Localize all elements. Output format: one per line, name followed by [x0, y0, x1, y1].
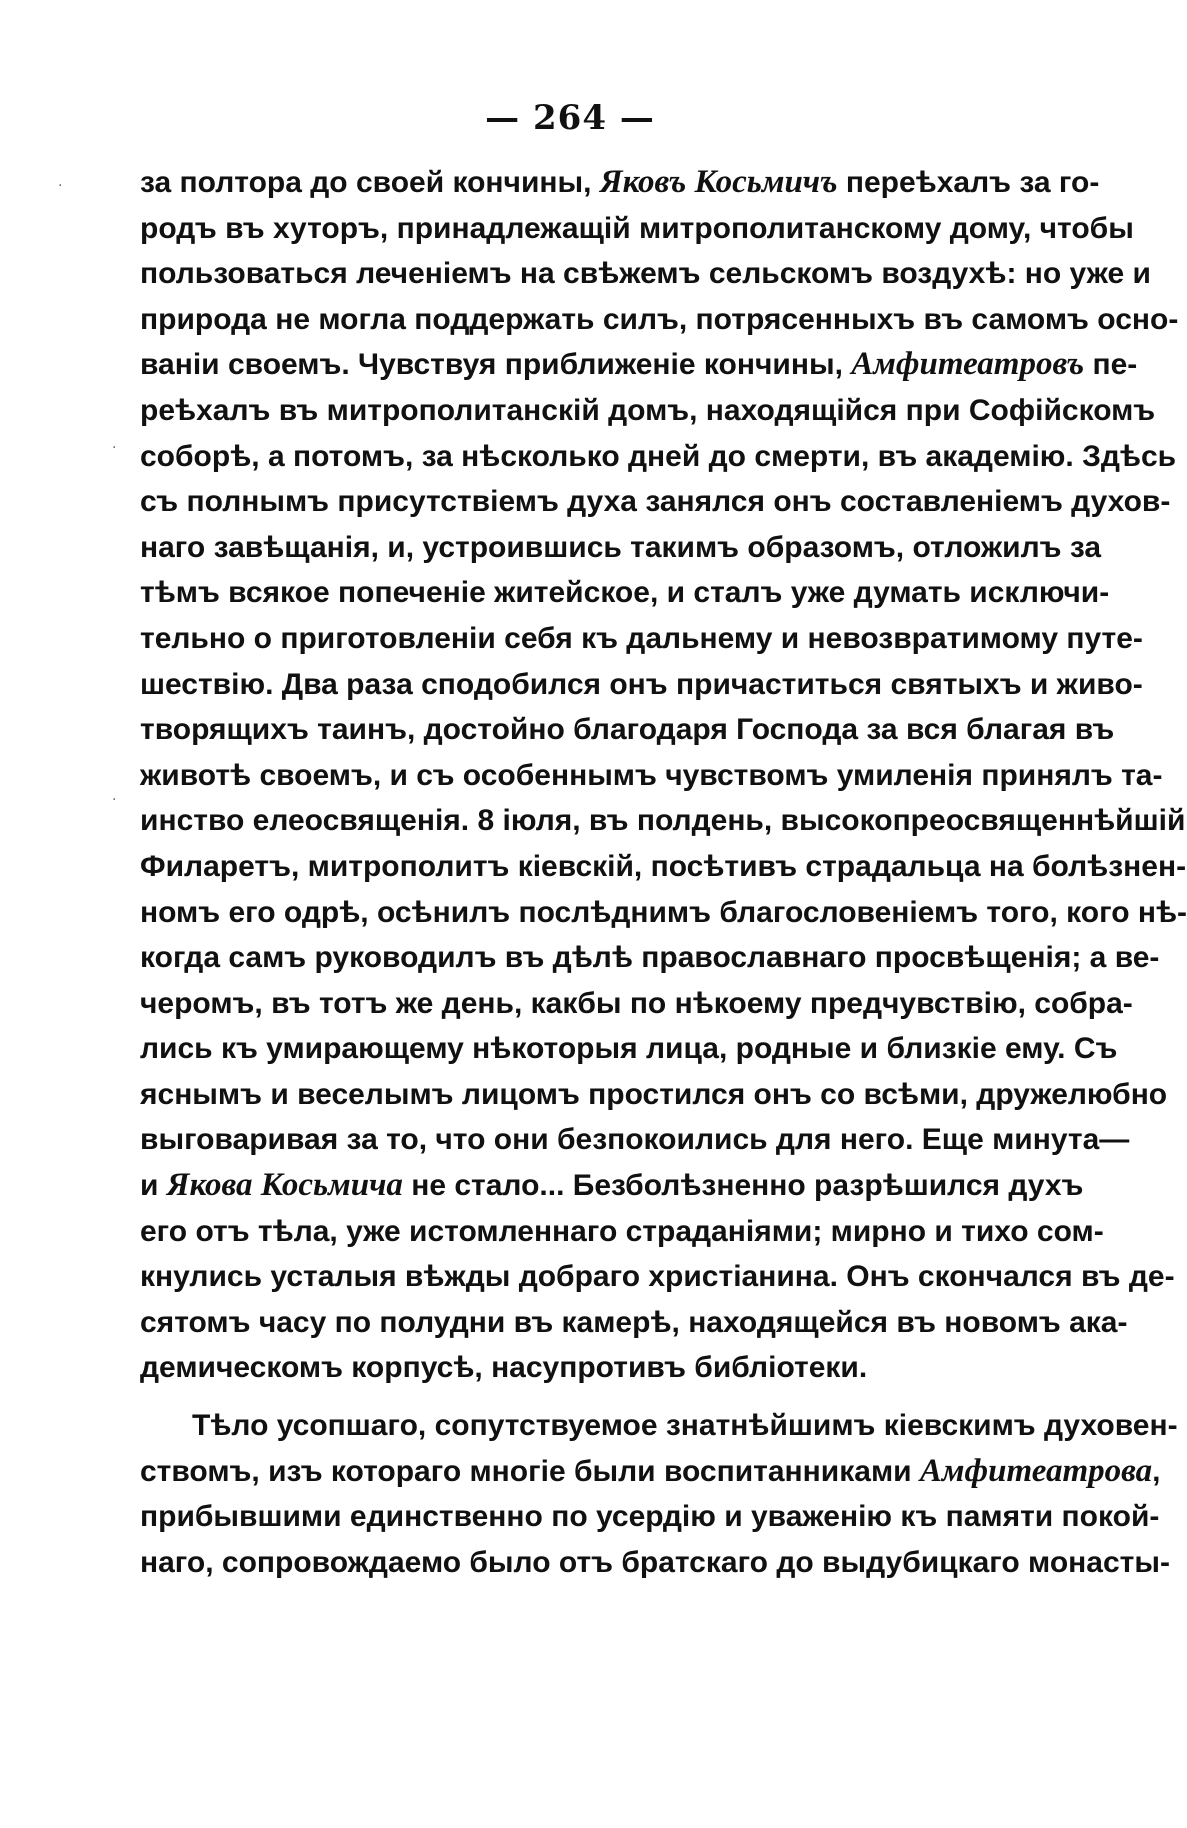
text-line — [140, 297, 1179, 343]
text-run: демическомъ корпусѣ, насупротивъ библіотеки. — [140, 1351, 868, 1385]
margin-speck-mark: · — [112, 792, 117, 808]
text-run: пе- — [1084, 348, 1138, 382]
text-run: Филаретъ, митрополитъ кіевскій, посѣтивъ страдальца на болѣзнен- — [140, 849, 1187, 883]
text-line — [140, 1403, 1178, 1449]
text-line — [140, 1449, 1161, 1495]
text-run: тѣмъ всякое попеченіе житейское, и сталъ уже думать исключи- — [140, 576, 1110, 610]
margin-speck-mark: · — [58, 178, 63, 194]
text-line — [140, 570, 1110, 616]
text-line — [140, 1209, 1104, 1255]
text-run: сятомъ часу по полудни въ камерѣ, находящейся въ новомъ ака- — [140, 1305, 1128, 1339]
text-run: выговаривая за то, что они безпокоились для него. Еще минута— — [140, 1123, 1130, 1157]
text-line — [140, 479, 1171, 525]
text-run: тельно о приготовленіи себя къ дальнему и невозвратимому путе- — [140, 621, 1143, 655]
text-run: Тѣло усопшаго, сопутствуемое знатнѣйшимъ кіевскимъ духовен- — [192, 1409, 1178, 1443]
text-run: прибывшими единственно по усердію и уваженію къ памяти покой- — [140, 1500, 1160, 1534]
text-run: не стало... Безболѣзненно разрѣшился духъ — [402, 1169, 1084, 1203]
text-line — [140, 662, 1143, 708]
paragraph-gap — [140, 1391, 1048, 1403]
text-line — [140, 1540, 1170, 1586]
text-line — [140, 890, 1187, 936]
text-run: и — [140, 1169, 167, 1203]
text-line — [140, 251, 1151, 297]
emphasized-name: Якова Косьмича — [166, 1167, 403, 1204]
text-line — [140, 1026, 1118, 1072]
text-line — [140, 1300, 1128, 1346]
text-line — [140, 707, 1115, 753]
text-line — [140, 206, 1134, 252]
emphasized-name: Амфитеатровъ — [851, 346, 1085, 383]
text-run: наго завѣщанія, и, устроившись такимъ образомъ, отложилъ за — [140, 530, 1102, 564]
text-run: ствомъ, изъ котораго многіе были воспитанниками — [140, 1454, 920, 1488]
text-run: кнулись усталыя вѣжды добраго христіанина. Онъ скончался въ де- — [140, 1260, 1175, 1294]
paragraph — [140, 160, 1187, 1391]
text-line — [140, 1494, 1160, 1540]
text-line — [140, 981, 1133, 1027]
text-run: инство елеосвященія. 8 іюля, въ полдень, высокопреосвященнѣйшій — [140, 804, 1186, 838]
text-line — [140, 434, 1177, 480]
text-line — [140, 525, 1102, 571]
text-line — [140, 1072, 1168, 1118]
text-line — [140, 342, 1138, 388]
emphasized-name: Яковъ Косьмичъ — [599, 164, 838, 200]
text-run: переѣхалъ за го- — [837, 166, 1100, 199]
text-line — [140, 753, 1163, 799]
text-line — [140, 616, 1143, 662]
text-line — [140, 798, 1186, 844]
text-run: яснымъ и веселымъ лицомъ простился онъ со всѣми, дружелюбно — [140, 1077, 1168, 1111]
text-run: пользоваться леченіемъ на свѣжемъ сельскомъ воздухѣ: но уже и — [140, 257, 1151, 291]
text-line — [140, 844, 1187, 890]
text-run: ваніи своемъ. Чувствуя приближеніе кончины, — [140, 348, 852, 382]
emphasized-name: Амфитеатрова — [919, 1452, 1153, 1489]
text-line — [140, 1345, 1048, 1391]
text-line — [140, 1117, 1130, 1163]
text-run: соборѣ, а потомъ, за нѣсколько дней до смерти, въ академію. Здѣсь — [140, 439, 1177, 473]
text-run: животѣ своемъ, и съ особеннымъ чувствомъ умиленія принялъ та- — [140, 758, 1163, 792]
text-run: лись къ умирающему нѣкоторыя лица, родные и близкіе ему. Съ — [140, 1032, 1118, 1066]
text-run: его отъ тѣла, уже истомленнаго страданіями; мирно и тихо сом- — [140, 1214, 1104, 1248]
body-text — [140, 160, 1187, 1585]
text-line — [140, 1163, 1084, 1209]
margin-speck-mark: · — [112, 440, 117, 456]
text-run: за полтора до своей кончины, — [140, 166, 600, 199]
text-run: шествію. Два раза сподобился онъ причаститься святыхъ и живо- — [140, 667, 1143, 701]
text-run: реѣхалъ въ митрополитанскій домъ, находящійся при Софійскомъ — [140, 393, 1156, 427]
text-run: природа не могла поддержать силъ, потрясенныхъ въ самомъ осно- — [140, 302, 1179, 336]
page-number: — 264 — — [485, 98, 655, 138]
text-line — [140, 160, 1100, 206]
text-line — [140, 935, 1160, 981]
text-line — [140, 1254, 1175, 1300]
text-run: , — [1152, 1454, 1161, 1488]
text-run: съ полнымъ присутствіемъ духа занялся онъ составленіемъ духов- — [140, 485, 1171, 519]
text-run: родъ въ хуторъ, принадлежащій митрополитанскому дому, чтобы — [140, 211, 1134, 245]
text-run: когда самъ руководилъ въ дѣлѣ православнаго просвѣщенія; а ве- — [140, 941, 1160, 975]
paragraph — [140, 1403, 1178, 1585]
text-line — [140, 388, 1156, 434]
text-run: творящихъ таинъ, достойно благодаря Господа за вся благая въ — [140, 713, 1115, 747]
text-run: черомъ, въ тотъ же день, какбы по нѣкоему предчувствію, собра- — [140, 986, 1133, 1020]
text-run: наго, сопровождаемо было отъ братскаго до выдубицкаго монасты- — [140, 1545, 1170, 1579]
text-run: номъ его одрѣ, осѣнилъ послѣднимъ благословеніемъ того, кого нѣ- — [140, 895, 1187, 929]
